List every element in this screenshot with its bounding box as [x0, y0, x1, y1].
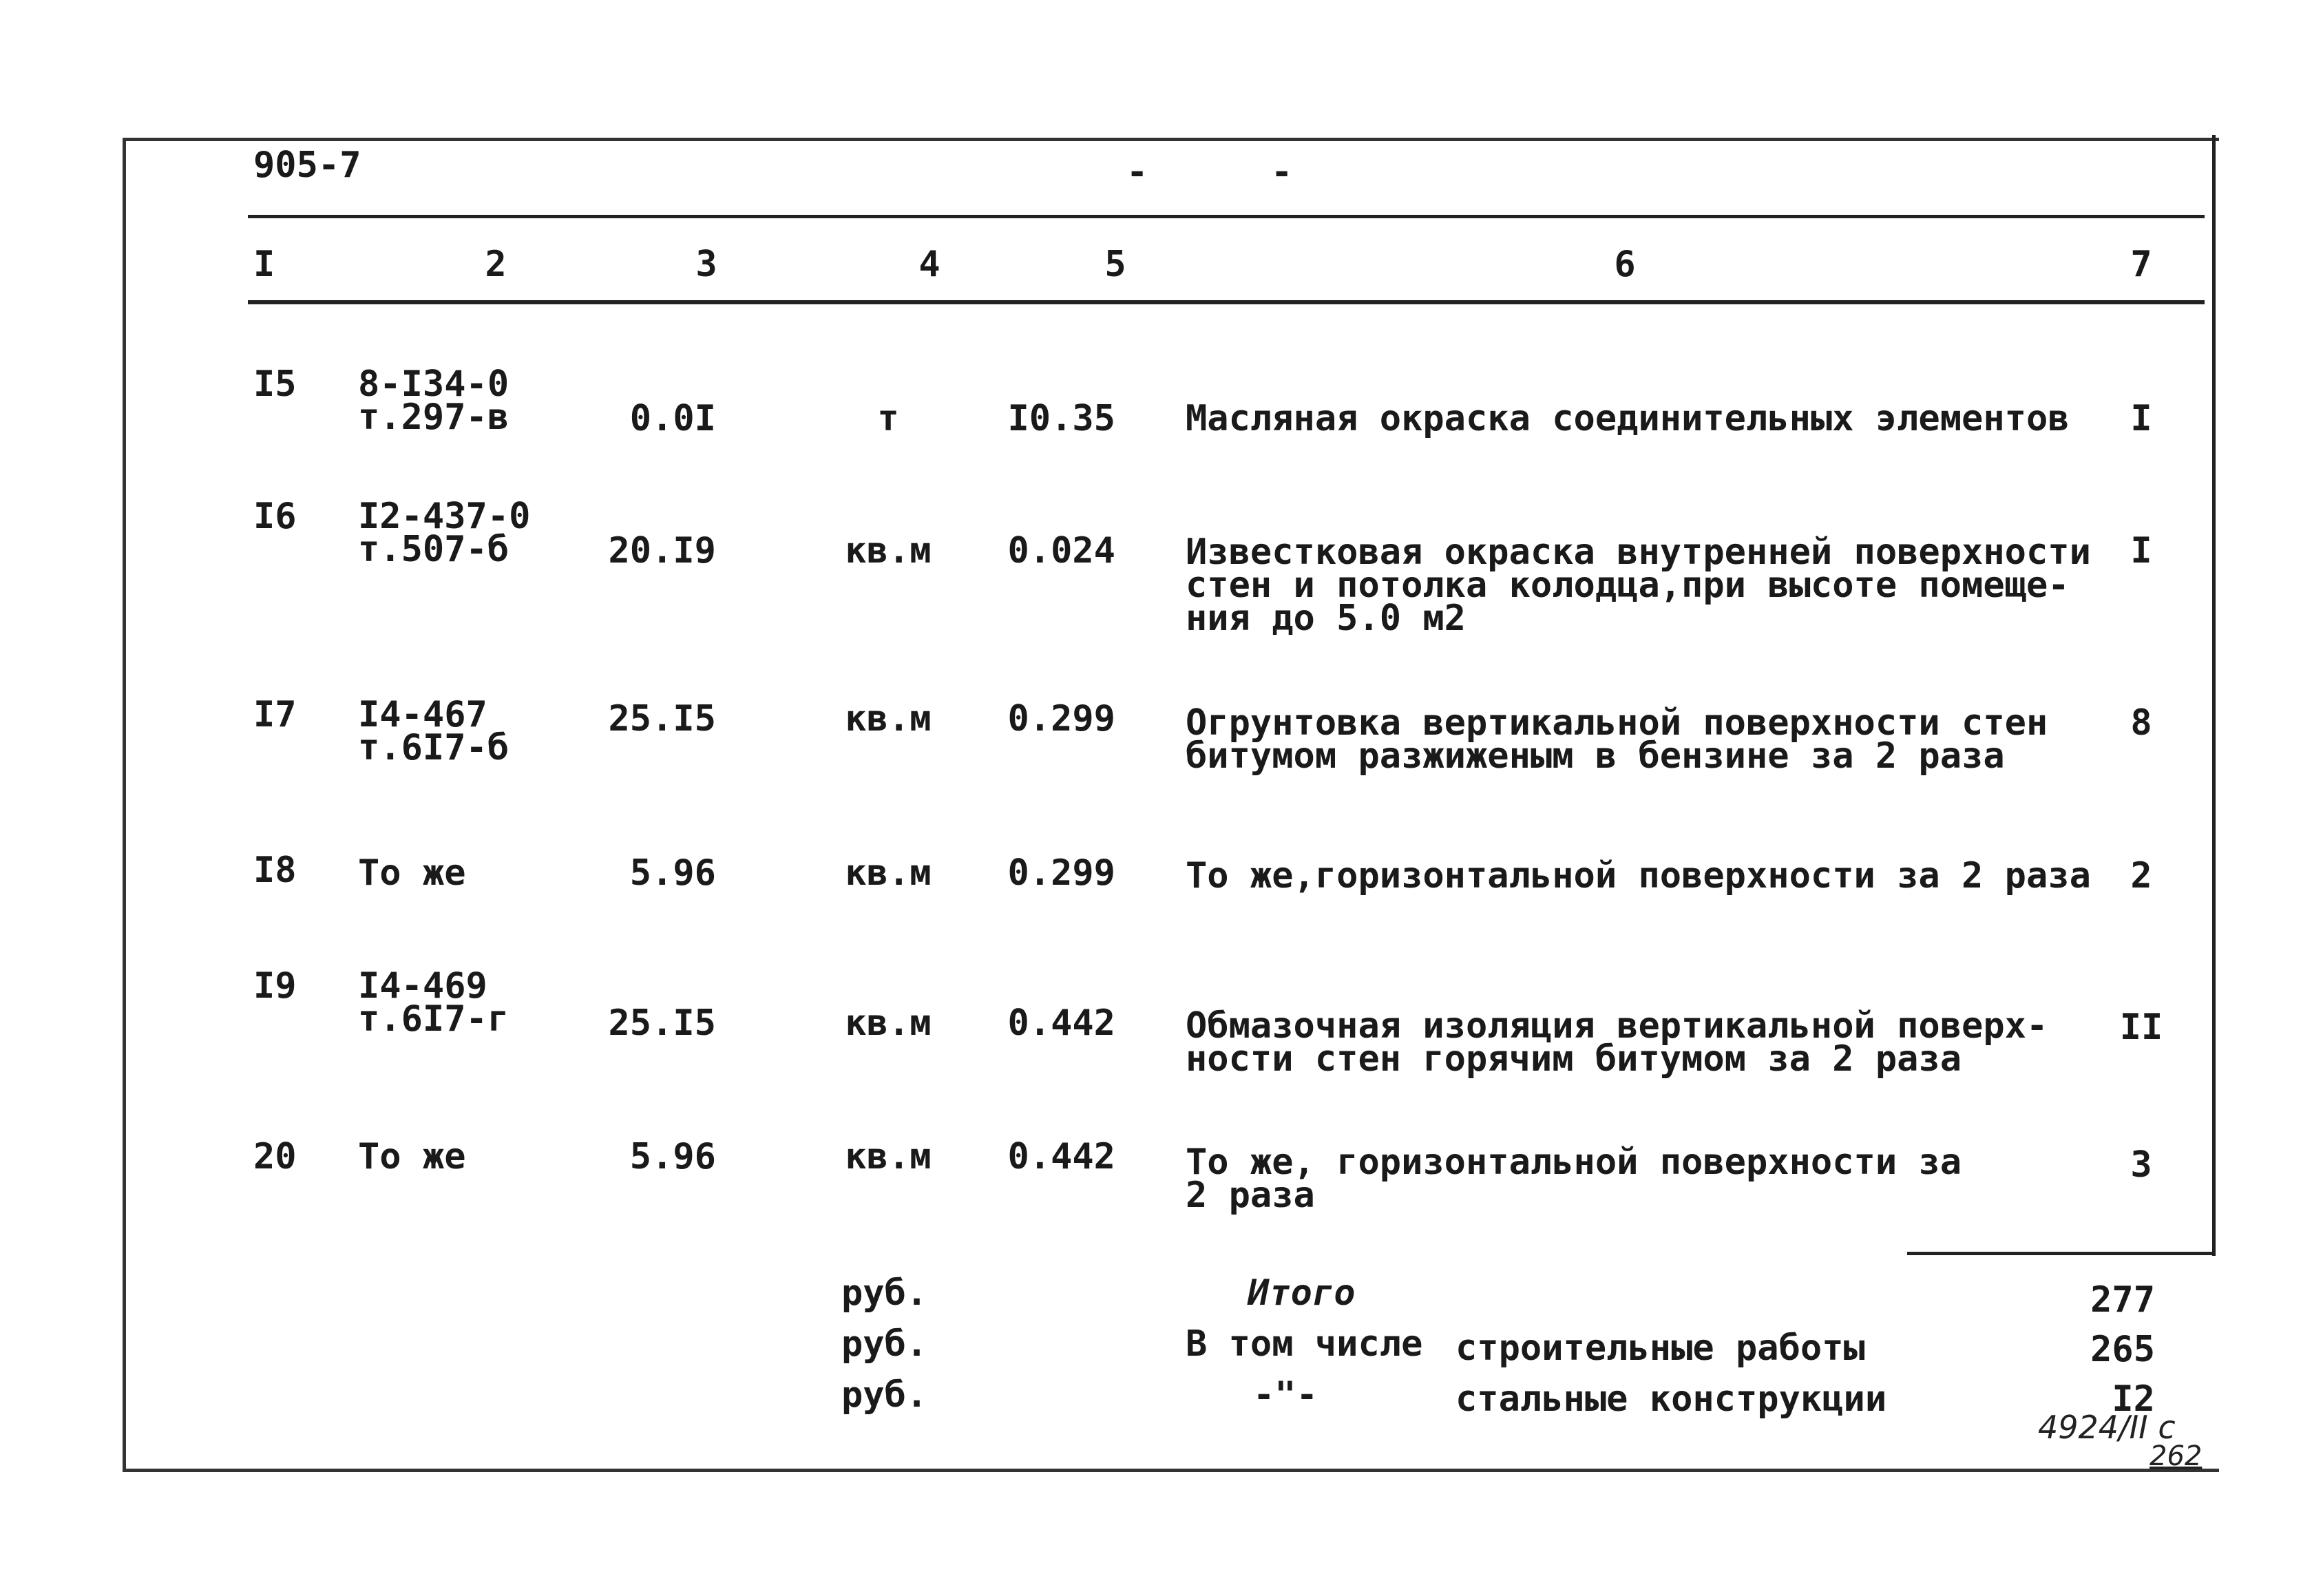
- summary-value: 265: [2090, 1329, 2155, 1370]
- norm-table-ref: т.297-в: [358, 397, 509, 438]
- summary-ditto: -"-: [1253, 1374, 1318, 1416]
- unit: т: [877, 398, 899, 439]
- summary-label: В том числе: [1186, 1323, 1423, 1365]
- row-total: 3: [2130, 1144, 2152, 1186]
- work-description: То же,горизонтальной поверхности за 2 раза: [1186, 855, 2091, 896]
- row-number: I9: [253, 965, 297, 1007]
- summary-unit: руб.: [841, 1374, 928, 1416]
- summary-unit: руб.: [841, 1323, 928, 1365]
- row-total: I: [2130, 398, 2152, 439]
- quantity: 20.I9: [608, 530, 716, 571]
- work-description: То же, горизонтальной поверхности за 2 раза: [1186, 1142, 1962, 1216]
- unit-price: 0.442: [1007, 1002, 1115, 1044]
- unit: кв.м: [845, 698, 932, 739]
- norm-code: То же: [358, 852, 466, 894]
- document-code: 905-7: [253, 145, 361, 186]
- column-number-1: I: [253, 244, 275, 285]
- norm-table-ref: т.6I7-б: [358, 727, 509, 768]
- unit-price: 0.442: [1007, 1136, 1115, 1177]
- summary-detail: стальные конструкции: [1455, 1378, 1887, 1420]
- archive-number: 4924/II с: [2038, 1409, 2176, 1446]
- column-number-4: 4: [918, 244, 940, 285]
- summary-label: Итого: [1248, 1272, 1356, 1314]
- unit: кв.м: [845, 852, 932, 894]
- row-total: I: [2130, 530, 2152, 571]
- column-number-3: 3: [695, 244, 717, 285]
- norm-code: I2-437-0: [358, 496, 531, 537]
- norm-code: 8-I34-0: [358, 364, 509, 405]
- unit: кв.м: [845, 1136, 932, 1177]
- totals-rule: [1907, 1252, 2216, 1255]
- row-number: I6: [253, 496, 297, 537]
- row-number: I8: [253, 850, 297, 891]
- norm-code: То же: [358, 1136, 466, 1177]
- work-description: Известковая окраска внутренней поверхности стен и потолка колодца,при высоте помеще- ния до 5.0 м2: [1186, 532, 2091, 639]
- unit-price: I0.35: [1007, 398, 1115, 439]
- archive-page: 262: [2149, 1440, 2203, 1472]
- norm-table-ref: т.6I7-г: [358, 998, 509, 1040]
- unit: кв.м: [845, 1002, 932, 1044]
- column-number-6: 6: [1614, 244, 1636, 285]
- norm-code: I4-467: [358, 694, 487, 735]
- quantity: 0.0I: [629, 398, 716, 439]
- column-number-5: 5: [1104, 244, 1126, 285]
- unit-price: 0.299: [1007, 852, 1115, 894]
- row-total: 8: [2130, 702, 2152, 744]
- page-frame: [123, 138, 2219, 1472]
- row-number: I5: [253, 364, 297, 405]
- summary-unit: руб.: [841, 1272, 928, 1314]
- summary-value: I2: [2112, 1378, 2155, 1420]
- unit-price: 0.299: [1007, 698, 1115, 739]
- work-description: Огрунтовка вертикальной поверхности стен битумом разжиженым в бензине за 2 раза: [1186, 702, 2048, 777]
- quantity: 25.I5: [608, 1002, 716, 1044]
- norm-code: I4-469: [358, 965, 487, 1007]
- header-dash-right: -: [1271, 151, 1293, 193]
- work-description: Масляная окраска соединительных элементов: [1186, 398, 2070, 439]
- row-total: II: [2119, 1007, 2163, 1048]
- column-number-7: 7: [2130, 244, 2152, 285]
- quantity: 25.I5: [608, 698, 716, 739]
- right-border-upper: [2212, 135, 2216, 1256]
- summary-value: 277: [2090, 1279, 2155, 1321]
- column-number-2: 2: [485, 244, 507, 285]
- work-description: Обмазочная изоляция вертикальной поверх- ности стен горячим битумом за 2 раза: [1186, 1005, 2048, 1080]
- row-number: I7: [253, 694, 297, 735]
- row-total: 2: [2130, 855, 2152, 896]
- quantity: 5.96: [629, 852, 716, 894]
- quantity: 5.96: [629, 1136, 716, 1177]
- header-rule: [248, 215, 2205, 218]
- norm-table-ref: т.507-б: [358, 529, 509, 570]
- column-header-rule: [248, 300, 2205, 304]
- row-number: 20: [253, 1136, 297, 1177]
- header-dash-left: -: [1126, 151, 1148, 193]
- summary-detail: строительные работы: [1455, 1327, 1865, 1369]
- unit-price: 0.024: [1007, 530, 1115, 571]
- unit: кв.м: [845, 530, 932, 571]
